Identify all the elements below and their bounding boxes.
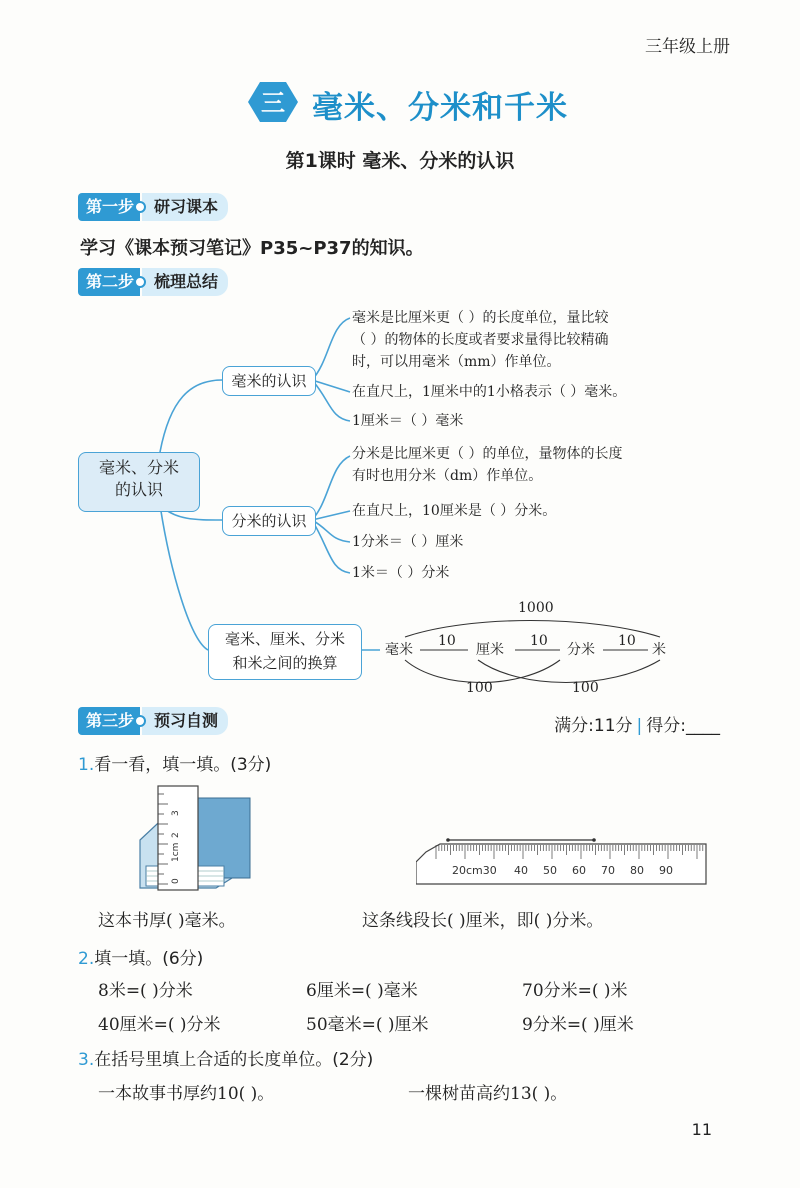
dm-line3: 在直尺上，10厘米是（ ）分米。 [352, 503, 557, 519]
score-separator: | [636, 716, 643, 736]
step-tag: 第一步 [78, 193, 140, 221]
ratio-cm-m: 100 [572, 680, 599, 696]
book-tick-2: 2 [171, 832, 181, 838]
root-line1: 毫米、分米 [98, 458, 179, 477]
question-number: 1. [78, 755, 95, 775]
step-tag: 第二步 [78, 268, 140, 296]
step-dot-icon [134, 201, 146, 213]
book-tick-1: 1cm [171, 842, 181, 862]
q2-blank: 8米=( )分米 [98, 981, 193, 1001]
book-tick-0: 0 [171, 878, 181, 884]
score-line [554, 711, 720, 736]
mindmap-root [78, 452, 200, 512]
ratio-dm-m: 10 [618, 633, 636, 649]
question-1 [78, 750, 271, 775]
ratio-mm-m: 1000 [518, 600, 554, 616]
ratio-mm-dm: 100 [466, 680, 493, 696]
ruler-tick-20-30: 20cm30 [452, 864, 497, 877]
question-text: 看一看，填一填。(3分) [94, 755, 272, 775]
book-ruler-illustration [132, 780, 262, 894]
unit-cm: 厘米 [476, 642, 504, 658]
q2-blank: 6厘米=( )毫米 [306, 981, 418, 1001]
ratio-cm-dm: 10 [530, 633, 548, 649]
dm-line2: 有时也用分米（dm）作单位。 [352, 468, 543, 484]
ratio-mm-cm: 10 [438, 633, 456, 649]
q1-blank-a: 这本书厚( )毫米。 [98, 911, 236, 931]
question-text: 在括号里填上合适的长度单位。(2分) [94, 1050, 374, 1070]
mm-line2: （ ）的物体的长度或者要求量得比较精确 [352, 332, 609, 348]
q2-blank: 70分米=( )米 [522, 981, 628, 1001]
unit-m: 米 [652, 642, 666, 658]
step-dot-icon [134, 715, 146, 727]
q3-blank-b: 一棵树苗高约13( )。 [408, 1084, 568, 1104]
intro-text: 学习《课本预习笔记》P35~P37的知识。 [80, 238, 424, 259]
root-line2: 的认识 [114, 480, 163, 499]
q2-blank: 40厘米=( )分米 [98, 1015, 221, 1035]
unit-dm: 分米 [567, 642, 595, 658]
step-name: 梳理总结 [142, 268, 228, 296]
mm-line5: 1厘米＝（ ）毫米 [352, 413, 464, 429]
ruler-tick-80: 80 [630, 864, 644, 877]
step-dot-icon [134, 276, 146, 288]
node-conversion [208, 624, 362, 680]
question-3 [78, 1045, 373, 1070]
full-score: 满分:11分 [554, 716, 633, 736]
unit-mm: 毫米 [385, 642, 413, 658]
mm-line3: 时，可以用毫米（mm）作单位。 [352, 354, 561, 370]
step-name: 预习自测 [142, 707, 228, 735]
node-dm: 分米的认识 [222, 506, 316, 536]
grade-label: 三年级上册 [645, 37, 730, 57]
step-name: 研习课本 [142, 193, 228, 221]
q3-blank-a: 一本故事书厚约10( )。 [98, 1084, 275, 1104]
mm-line4: 在直尺上，1厘米中的1小格表示（ ）毫米。 [352, 384, 627, 400]
question-number: 2. [78, 949, 95, 969]
node-mm: 毫米的认识 [222, 366, 316, 396]
book-tick-3: 3 [171, 810, 181, 816]
question-number: 3. [78, 1050, 95, 1070]
conv-label-line1: 毫米、厘米、分米 [224, 630, 345, 648]
dm-line4: 1分米＝（ ）厘米 [352, 534, 464, 550]
got-score: 得分:____ [646, 716, 720, 736]
ruler-illustration [416, 836, 710, 888]
q2-blank: 9分米=( )厘米 [522, 1015, 634, 1035]
ruler-tick-60: 60 [572, 864, 586, 877]
ruler-tick-90: 90 [659, 864, 673, 877]
chapter-number: 三 [261, 89, 285, 117]
ruler-tick-70: 70 [601, 864, 615, 877]
page-number: 11 [691, 1120, 712, 1139]
conv-label-line2: 和米之间的换算 [232, 654, 338, 672]
ruler-tick-40: 40 [514, 864, 528, 877]
dm-line5: 1米＝（ ）分米 [352, 565, 450, 581]
step-tag: 第三步 [78, 707, 140, 735]
lesson-title: 第1课时 毫米、分米的认识 [285, 150, 515, 172]
chapter-title: 毫米、分米和千米 [312, 90, 568, 126]
mm-line1: 毫米是比厘米更（ ）的长度单位，量比较 [352, 310, 609, 326]
step-3 [78, 707, 228, 735]
question-text: 填一填。(6分) [94, 949, 204, 969]
dm-line1: 分米是比厘米更（ ）的单位，量物体的长度 [352, 446, 623, 462]
question-2 [78, 944, 203, 969]
q1-blank-b: 这条线段长( )厘米，即( )分米。 [362, 911, 604, 931]
ruler-tick-50: 50 [543, 864, 557, 877]
q2-blank: 50毫米=( )厘米 [306, 1015, 429, 1035]
